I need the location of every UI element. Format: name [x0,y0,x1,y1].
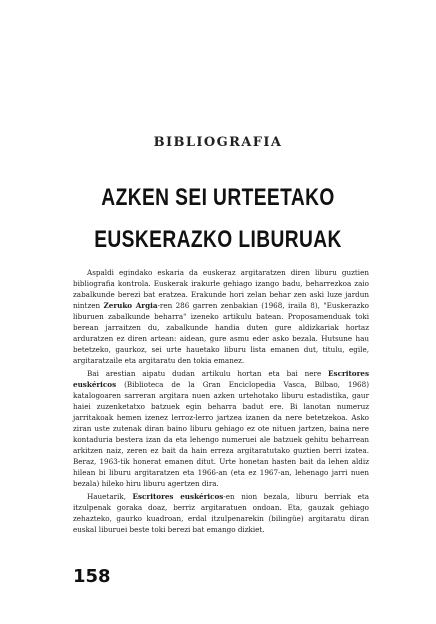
paragraph-3: Hauetarik, Escritores euskéricos-en nion bezala, liburu berriak eta itzulpenak goraka doaz, berriz argitaratuen ondoan. Eta, gauzak gehiago zehazteko, gaurko kuadroan, erdal itzulpenarekin (bilingüe) argitaratu diran euskal liburuei beste toki berezi bat emango dizkiet. [73,492,369,534]
publication-title: Escritores euskéricos [132,492,224,501]
section-label: BIBLIOGRAFIA [153,135,283,150]
article-title-line-1: AZKEN SEI URTEETAKO [101,184,335,211]
page-number: 158 [73,566,111,587]
article-title-line-2: EUSKERAZKO LIBURUAK [94,226,342,253]
paragraph-1: Aspaldi egindako eskaria da euskeraz argitaratzen diren liburu guztien bibliografia kontrola. Euskerak irakurle gehiago izango badu, beharrezkoa zaio zabalkunde berezi bat eratzea. Erakunde hori zelan behar zen aski luze jardun nintzen Zeruko Argia-ren 286 garren zenbakian (1968, iraila 8), "Euskerazko liburuen zabalkunde beharra" izeneko artikulu batean. Proposamenduak toki berean jarraitzen du, zabalkunde handia duten gure aldizkariak hortaz arduratzen ez diren artean: aidean, gure asmu eder asko bezala. Hutsune hau betetzeko, gaurkoz, sei urte hauetako liburu lista emanen dut, titulu, egile, argitaratzaile eta argitaratu den tokia emanez. [73,268,369,365]
publication-title: Zeruko Argia [103,301,158,310]
paragraph-2: Bai arestian aipatu dudan artikulu hortan eta bai nere Escritores euskéricos (Biblioteca de la Gran Enciclopedia Vasca, Bilbao, 1968) katalogoaren sarreran argitara nuen azken urtehotako liburu estadistika, gaur haiei zuzenketatxo batzuek egin beharra badut ere. Bi lanotan numeruz jarritakoak hemen izenez lerroz-lerro jartzea izanen da nere betetzekoa. Asko ziran uste zutenak diran baino liburu gehiago ez ote nituen jartzen, baina nere kontaduria bestera izan da eta lehengo numeruei ale batzuek gehitu beharrean arkitzen naiz, zeren ez bait da hain erreza argitaratutako guztien berri izatea. Beraz, 1963-tik honerat emanen ditut. Urte honetan hasten bait da lehen aldiz hilean bi liburu argitaratzen eta 1966-an (eta ez 1967-an, lehenago jarri nuen bezala) hileko hiru liburu agertzen dira. [73,369,369,488]
publication-title: Escritores euskéricos [73,369,369,389]
article-body [73,267,369,537]
